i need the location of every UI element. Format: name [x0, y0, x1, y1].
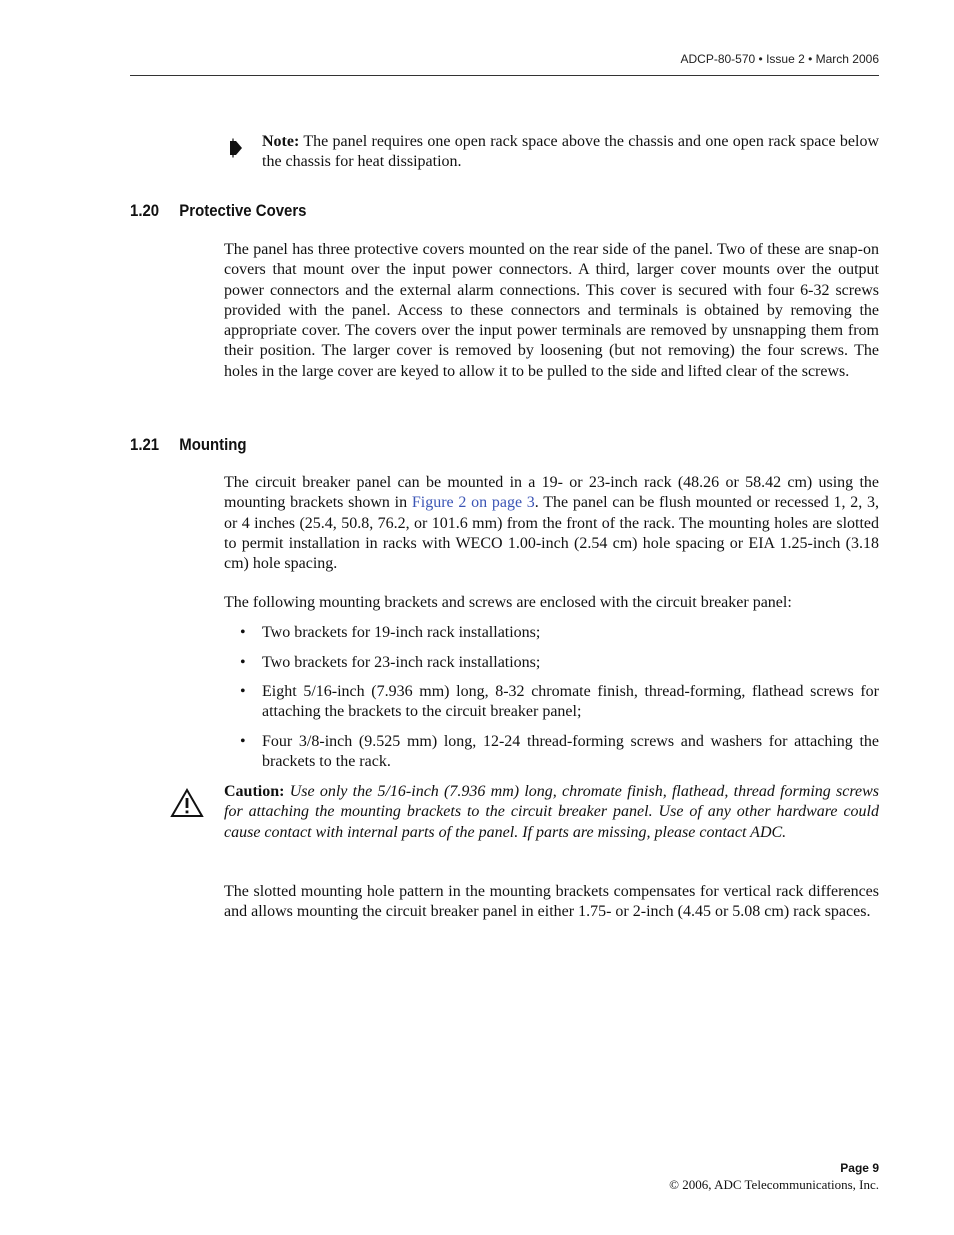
section-title: Mounting — [179, 435, 247, 454]
list-item-text: Eight 5/16-inch (7.936 mm) long, 8-32 chromate finish, thread-forming, flathead screws for attaching the brackets to the circuit breaker panel; — [262, 683, 879, 721]
section-title: Protective Covers — [179, 201, 307, 220]
list-item — [240, 623, 879, 643]
running-header: ADCP-80-570 • Issue 2 • March 2006 — [680, 52, 879, 66]
caution-text: Use only the 5/16-inch (7.936 mm) long, chromate finish, flathead, thread forming screws for attaching the mounting brackets to the circuit breaker panel. Use of any other hardware could cause contact with internal parts of the panel. If parts are missing, please contact ADC. — [224, 783, 879, 841]
section-heading-mounting — [130, 435, 247, 455]
figure-2-link[interactable]: Figure 2 on page 3 — [411, 494, 535, 512]
bullet-mark: • — [240, 654, 246, 671]
warning-triangle-icon — [170, 788, 204, 818]
note-text: The panel requires one open rack space above the chassis and one open rack space below the chassis for heat dissipation. — [262, 133, 879, 171]
list-item — [240, 732, 879, 773]
list-item — [240, 653, 879, 673]
mounting-paragraph-3: The slotted mounting hole pattern in the mounting brackets compensates for vertical rack differences and allows mounting the circuit breaker panel in either 1.75- or 2-inch (4.45 or 5.08 cm) rack spaces. — [224, 883, 879, 921]
section-heading-protective-covers — [130, 201, 307, 221]
section-number: 1.21 — [130, 435, 160, 454]
list-item — [240, 682, 879, 723]
mounting-text-before-link: The circuit breaker panel can be mounted in a 19- or 23-inch rack (48.26 or 58.42 cm) using the mounting brackets shown in — [224, 474, 879, 512]
mounting-paragraph-2: The following mounting brackets and screws are enclosed with the circuit breaker panel: — [224, 594, 792, 611]
note-label: Note: — [262, 133, 300, 150]
list-item-text: Two brackets for 19-inch rack installations; — [262, 624, 541, 641]
mounting-text-after-link: . The panel can be flush mounted or recessed 1, 2, 3, or 4 inches (25.4, 50.8, 76.2, or 101.6 mm) from the front of the rack. The mounting holes are slotted to permit installation in racks with WECO 1.00-inch (2.54 cm) hole spacing or EIA 1.25-inch (3.18 cm) hole spacing. — [224, 494, 880, 573]
mounting-paragraph-1 — [224, 473, 879, 574]
page-number: Page 9 — [840, 1161, 879, 1175]
caution-label: Caution: — [224, 783, 285, 800]
caution-paragraph — [224, 782, 879, 843]
section-number: 1.20 — [130, 201, 160, 220]
header-rule — [130, 75, 879, 76]
note-paragraph — [262, 132, 879, 173]
bullet-mark: • — [240, 733, 246, 750]
bullet-mark: • — [240, 683, 246, 700]
copyright: © 2006, ADC Telecommunications, Inc. — [669, 1177, 879, 1192]
note-arrow-icon — [229, 138, 243, 158]
list-item-text: Four 3/8-inch (9.525 mm) long, 12-24 thread-forming screws and washers for attaching the brackets to the rack. — [262, 733, 879, 771]
list-item-text: Two brackets for 23-inch rack installations; — [262, 654, 541, 671]
protective-covers-paragraph: The panel has three protective covers mounted on the rear side of the panel. Two of these are snap-on covers that mount over the input power connectors. A third, larger cover mounts over the output power connectors and the external alarm connections. This cover is secured with four 6-32 screws provided with the panel. Access to these connectors and terminals is obtained by removing the appropriate cover. The covers over the input power terminals are removed by unsnapping them from their position. The larger cover is removed by loosening (but not removing) the four screws. The holes in the large cover are keyed to allow it to be pulled to the side and lifted clear of the screws. — [224, 241, 879, 380]
bullet-mark: • — [240, 624, 246, 641]
